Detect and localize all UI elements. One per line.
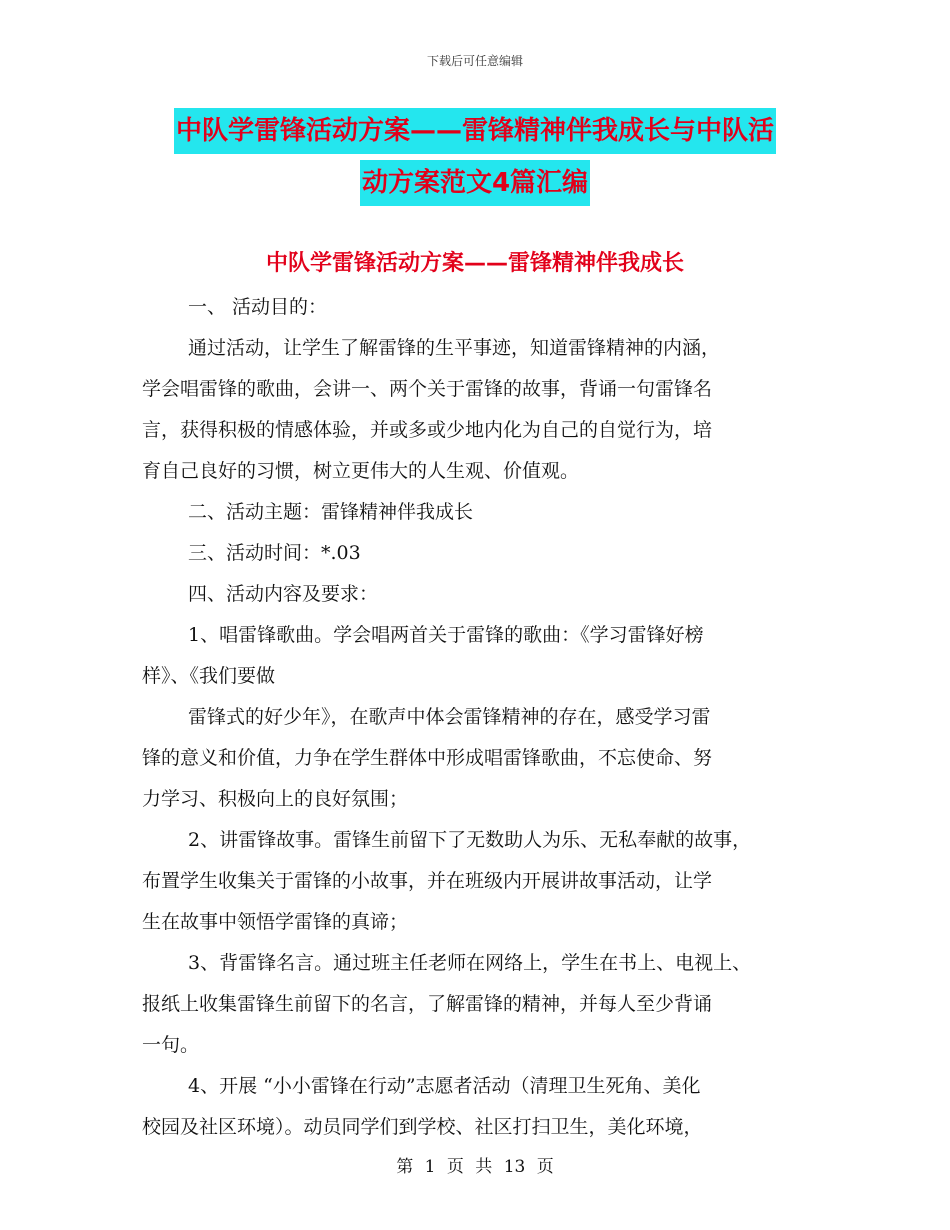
body-line: 报纸上收集雷锋生前留下的名言，了解雷锋的精神，并每人至少背诵 bbox=[142, 993, 713, 1015]
body-line: 力学习、积极向上的良好氛围； bbox=[142, 788, 409, 810]
title-line-2: 动方案范文4篇汇编 bbox=[360, 160, 590, 206]
header-note: 下载后可任意编辑 bbox=[426, 54, 523, 68]
body-line: 生在故事中领悟学雷锋的真谛； bbox=[142, 911, 409, 933]
body-line: 3、背雷锋名言。通过班主任老师在网络上，学生在书上、电视上、 bbox=[188, 952, 752, 974]
body-line: 样》、《我们要做 bbox=[142, 665, 276, 687]
body-line: 二、活动主题：雷锋精神伴我成长 bbox=[188, 501, 474, 523]
body-line: 一、 活动目的： bbox=[188, 296, 328, 318]
title-line-1: 中队学雷锋活动方案——雷锋精神伴我成长与中队活 bbox=[174, 108, 776, 154]
body-line: 1、唱雷锋歌曲。学会唱两首关于雷锋的歌曲：《学习雷锋好榜 bbox=[188, 624, 704, 646]
body-line: 言，获得积极的情感体验，并或多或少地内化为自己的自觉行为，培 bbox=[142, 419, 713, 441]
body-line: 一句。 bbox=[142, 1034, 200, 1056]
page-footer: 第 1 页 共 13 页 bbox=[396, 1157, 554, 1177]
document-title bbox=[0, 108, 950, 212]
body-line: 学会唱雷锋的歌曲，会讲一、两个关于雷锋的故事，背诵一句雷锋名 bbox=[142, 378, 713, 400]
body-line: 锋的意义和价值，力争在学生群体中形成唱雷锋歌曲，不忘使命、努 bbox=[142, 747, 713, 769]
document-body bbox=[142, 287, 812, 1148]
body-line: 三、活动时间：*.03 bbox=[188, 542, 361, 564]
section-title: 中队学雷锋活动方案——雷锋精神伴我成长 bbox=[265, 251, 684, 276]
body-line: 通过活动，让学生了解雷锋的生平事迹，知道雷锋精神的内涵， bbox=[188, 337, 721, 359]
body-line: 雷锋式的好少年》，在歌声中体会雷锋精神的存在，感受学习雷 bbox=[188, 706, 711, 728]
body-line: 校园及社区环境）。动员同学们到学校、社区打扫卫生，美化环境， bbox=[142, 1116, 703, 1138]
body-line: 2、讲雷锋故事。雷锋生前留下了无数助人为乐、无私奉献的故事， bbox=[188, 829, 752, 851]
body-line: 4、开展 “小小雷锋在行动”志愿者活动（清理卫生死角、美化 bbox=[188, 1075, 701, 1097]
body-line: 育自己良好的习惯，树立更伟大的人生观、价值观。 bbox=[142, 460, 580, 482]
body-line: 四、活动内容及要求： bbox=[188, 583, 379, 605]
body-line: 布置学生收集关于雷锋的小故事，并在班级内开展讲故事活动，让学 bbox=[142, 870, 713, 892]
